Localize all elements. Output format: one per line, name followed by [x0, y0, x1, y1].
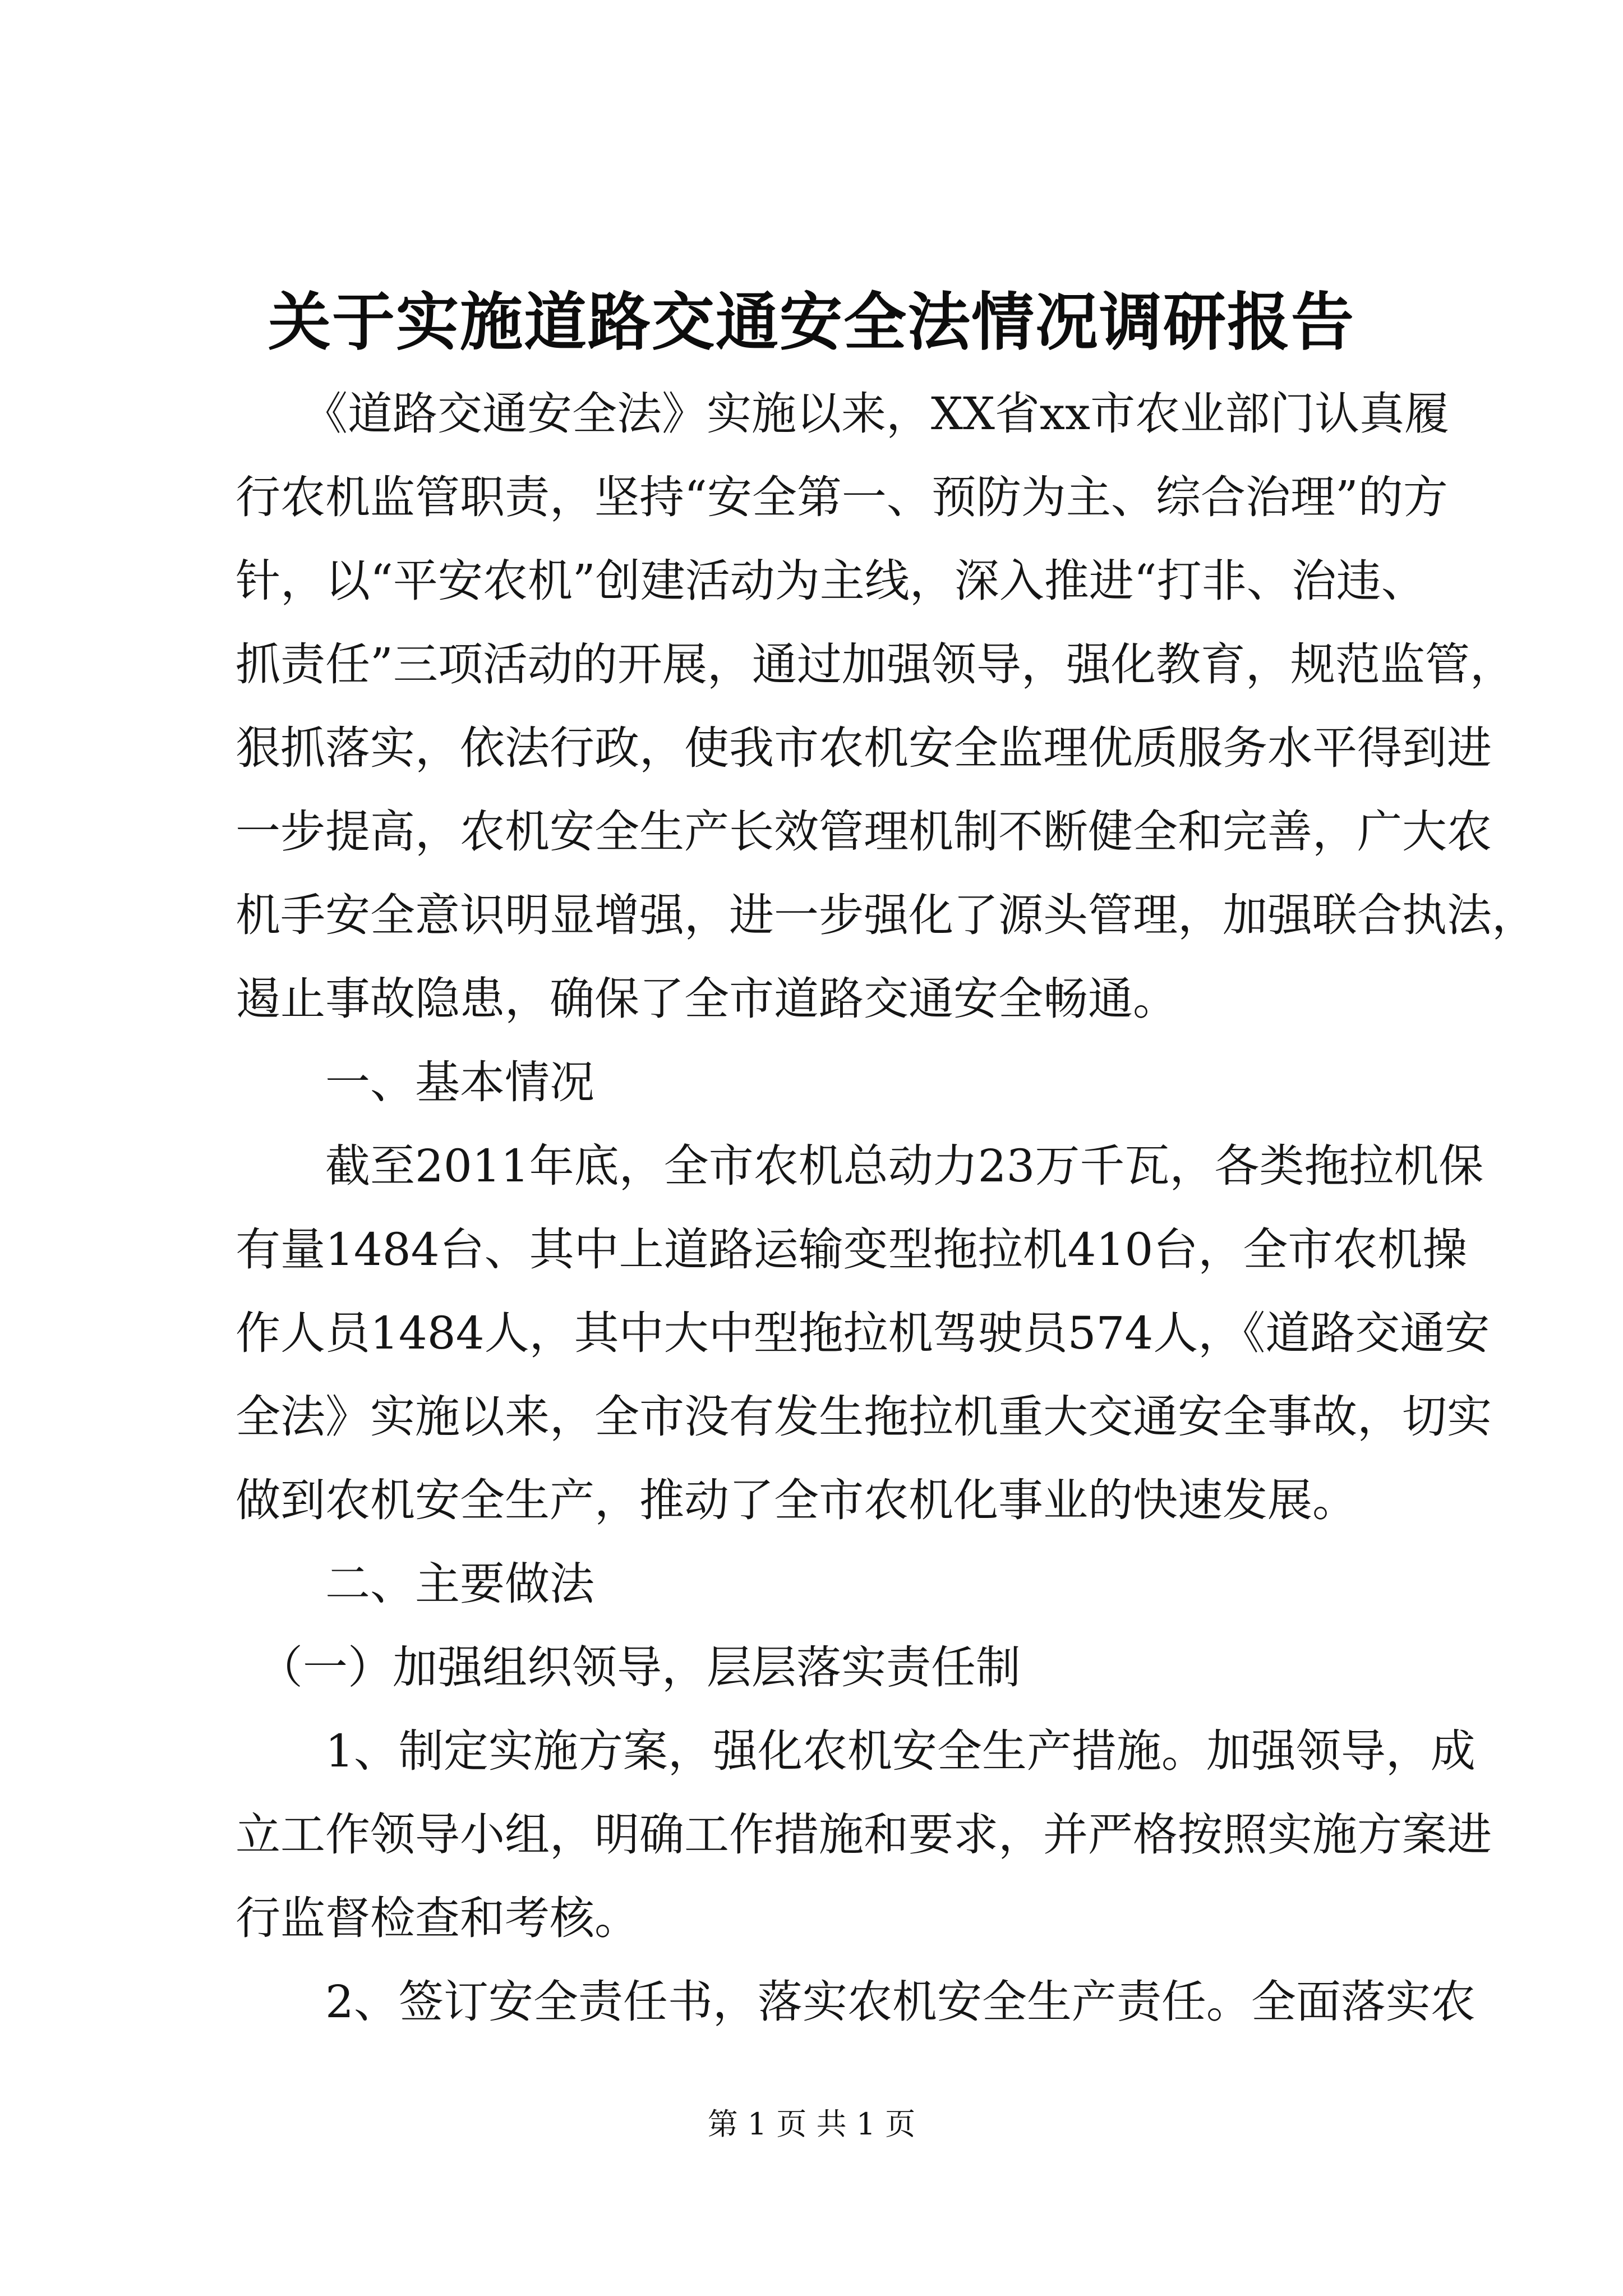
paragraph-line: 行监督检查和考核。 — [236, 1892, 639, 1944]
paragraph-line: 全法》实施以来，全市没有发生拖拉机重大交通安全事故，切实 — [236, 1391, 1492, 1443]
paragraph-line: 做到农机安全生产，推动了全市农机化事业的快速发展。 — [236, 1474, 1357, 1526]
paragraph-line: 针，以“平安农机”创建活动为主线，深入推进“打非、治违、 — [236, 555, 1426, 607]
section-heading: 一、基本情况 — [236, 1056, 594, 1108]
paragraph-line: 作人员1484人，其中大中型拖拉机驾驶员574人，《道路交通安 — [236, 1307, 1490, 1359]
paragraph-line: 狠抓落实，依法行政，使我市农机安全监理优质服务水平得到进 — [236, 722, 1492, 774]
subsection-heading: （一）加强组织领导，层层落实责任制 — [236, 1641, 1021, 1694]
paragraph-line: 抓责任”三项活动的开展，通过加强领导，强化教育，规范监管， — [236, 638, 1515, 691]
paragraph-line: 一步提高，农机安全生产长效管理机制不断健全和完善，广大农 — [236, 806, 1492, 858]
paragraph-line: 《道路交通安全法》实施以来，XX省xx市农业部门认真履 — [236, 388, 1450, 440]
paragraph-line: 遏止事故隐患，确保了全市道路交通安全畅通。 — [236, 973, 1178, 1025]
paragraph-line: 2、签订安全责任书，落实农机安全生产责任。全面落实农 — [236, 1976, 1476, 2028]
page-number-footer: 第 1 页 共 1 页 — [707, 2106, 916, 2142]
paragraph-line: 机手安全意识明显增强，进一步强化了源头管理，加强联合执法， — [236, 889, 1537, 941]
paragraph-line: 行农机监管职责，坚持“安全第一、预防为主、综合治理”的方 — [236, 471, 1448, 523]
paragraph-line: 有量1484台、其中上道路运输变型拖拉机410台，全市农机操 — [236, 1223, 1468, 1276]
section-heading: 二、主要做法 — [236, 1558, 594, 1610]
paragraph-line: 立工作领导小组，明确工作措施和要求，并严格按照实施方案进 — [236, 1809, 1492, 1861]
paragraph-line: 1、制定实施方案，强化农机安全生产措施。加强领导，成 — [236, 1725, 1476, 1777]
document-title: 关于实施道路交通安全法情况调研报告 — [268, 286, 1355, 359]
paragraph-line: 截至2011年底，全市农机总动力23万千瓦，各类拖拉机保 — [236, 1140, 1484, 1192]
